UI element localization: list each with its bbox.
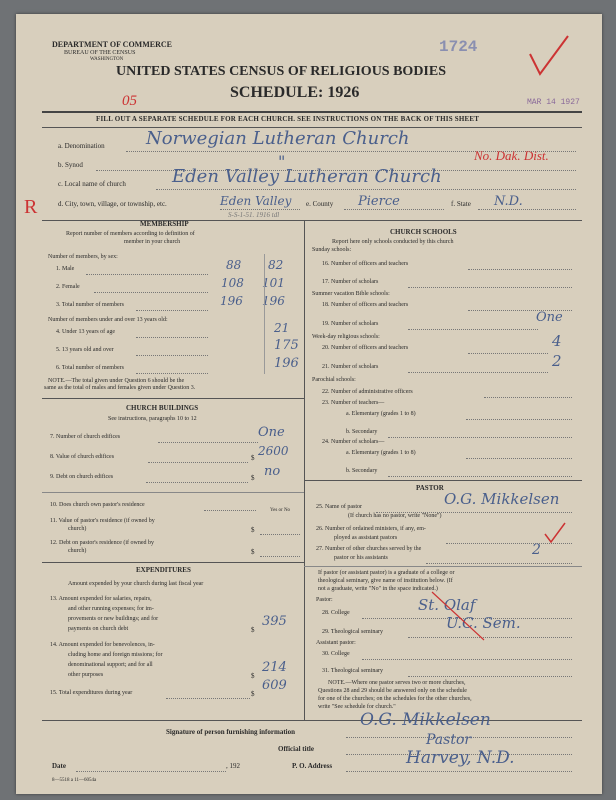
q9-value: no	[264, 464, 281, 479]
pastor-note-3: for one of the churches; on the schedules for the other churches,	[318, 696, 472, 702]
q10-yesno: Yes or No	[270, 508, 291, 513]
q7-label: 7. Number of church edifices	[50, 434, 121, 440]
q15-dollar: $	[251, 690, 255, 698]
q29-value: U.C. Sem.	[446, 614, 521, 632]
weekday-schools: Week-day religious schools:	[312, 334, 380, 340]
q11-dollar: $	[251, 526, 255, 534]
buildings-title: CHURCH BUILDINGS	[126, 404, 199, 412]
pastor-title: PASTOR	[416, 484, 444, 492]
county-value: Pierce	[358, 194, 400, 209]
q17-label: 17. Number of scholars	[322, 279, 379, 285]
q9-label: 9. Debt on church edifices	[50, 474, 114, 480]
local-name-value: Eden Valley Lutheran Church	[172, 166, 442, 187]
female-value-2: 101	[262, 276, 285, 290]
sunday-schools: Sunday schools:	[312, 247, 352, 253]
q20-label: 20. Number of officers and teachers	[322, 345, 409, 351]
q10-label: 10. Does church own pastor's residence	[50, 502, 145, 508]
form-title: UNITED STATES CENSUS OF RELIGIOUS BODIES	[116, 64, 447, 79]
state-value: N.D.	[494, 194, 523, 209]
summer-schools: Summer vacation Bible schools:	[312, 291, 390, 297]
county-label: e. County	[306, 200, 334, 208]
membership-intro-2: member in your church	[124, 239, 181, 245]
city-field-label: d. City, town, village, or township, etc.	[58, 200, 167, 208]
q25-label: 25. Name of pastor	[316, 504, 362, 510]
over-13-value: 175	[274, 338, 299, 353]
q28-value: St. Olaf	[418, 596, 476, 614]
male-value: 88	[226, 258, 242, 272]
q11-label-2: church)	[68, 526, 87, 532]
q22-label: 22. Number of administrative officers	[322, 389, 413, 395]
date-label: Date	[52, 762, 66, 770]
membership-title: MEMBERSHIP	[140, 220, 189, 228]
q13-line-3: provements or new buildings; and for	[68, 616, 159, 622]
q26-line-1: 26. Number of ordained ministers, if any, em-	[316, 526, 426, 532]
pastor-sub-label: Pastor:	[316, 597, 333, 603]
city-label: WASHINGTON	[90, 57, 124, 62]
female-value: 108	[221, 276, 244, 290]
schedule-number: 1724	[439, 38, 478, 56]
denomination-label: a. Denomination	[58, 142, 105, 150]
date-stamp: MAR 14 1927	[527, 98, 580, 107]
q14-line-1: 14. Amount expended for benevolences, in-	[50, 642, 155, 648]
q14-dollar: $	[251, 672, 255, 680]
grad-line-2: theological seminary, give name of institution below. (If	[318, 578, 453, 584]
over-13-label: 5. 13 years old and over	[56, 347, 114, 353]
checkmark-icon	[526, 30, 574, 80]
column-divider	[304, 220, 305, 720]
q23-label: 23. Number of teachers—	[322, 400, 385, 406]
q13-line-2: and other running expenses; for im-	[68, 606, 154, 612]
city-value: Eden Valley	[220, 194, 292, 208]
denomination-value: Norwegian Lutheran Church	[146, 128, 410, 149]
q27-value: 2	[532, 542, 541, 558]
q15-value: 609	[262, 678, 287, 693]
q20-value: 4	[552, 332, 562, 350]
q28-label: 28. College	[322, 610, 350, 616]
q24b-label: b. Secondary	[346, 468, 378, 474]
q27-line-2: pastor or his assistants	[334, 555, 388, 561]
q9-dollar: $	[251, 474, 255, 482]
age-label: Number of members under and over 13 years old:	[48, 317, 168, 323]
expenditures-intro: Amount expended by your church during last fiscal year	[68, 581, 204, 587]
local-name-label: c. Local name of church	[58, 180, 126, 188]
q24a-label: a. Elementary (grades 1 to 8)	[346, 450, 416, 456]
male-value-2: 82	[268, 258, 284, 272]
female-label: 2. Female	[56, 284, 80, 290]
synod-label: b. Synod	[58, 161, 83, 169]
instruction-banner: FILL OUT A SEPARATE SCHEDULE FOR EACH CHURCH. SEE INSTRUCTIONS ON THE BACK OF THIS SHEET	[96, 115, 480, 123]
q12-dollar: $	[251, 548, 255, 556]
q11-label-1: 11. Value of pastor's residence (if owned by	[50, 518, 155, 524]
q14-line-3: denominational support; and for all	[68, 662, 153, 668]
grad-line-1: If pastor (or assistant pastor) is a graduate of a college or	[318, 570, 455, 576]
q13-dollar: $	[251, 626, 255, 634]
synod-value: "	[278, 152, 286, 171]
header-rule	[42, 111, 582, 113]
census-form	[16, 14, 602, 794]
official-title-value: Pastor	[426, 732, 472, 748]
q13-line-1: 13. Amount expended for salaries, repairs,	[50, 596, 152, 602]
q12-label-1: 12. Debt on pastor's residence (if owned by	[50, 540, 155, 546]
pencil-note: S-S-1-51. 1916 tdl	[228, 211, 280, 219]
po-address-value: Harvey, N.D.	[406, 748, 515, 768]
pastor-note-1: NOTE.—Where one pastor serves two or more churches,	[328, 680, 466, 686]
q29-label: 29. Theological seminary	[322, 629, 384, 635]
q24-label: 24. Number of scholars—	[322, 439, 385, 445]
red-mark-05: 05	[122, 93, 137, 109]
q14-value: 214	[262, 660, 287, 675]
pastor-note-2: Questions 28 and 29 should be answered only on the schedule	[318, 688, 467, 694]
q8-value: 2600	[258, 444, 289, 458]
total-6-label: 6. Total number of members	[56, 365, 124, 371]
members-by-sex: Number of members, by sex:	[48, 254, 118, 260]
red-strike-icon	[428, 588, 488, 644]
synod-red-note: No. Dak. Dist.	[474, 148, 549, 163]
membership-note-1: NOTE.—The total given under Question 6 should be the	[48, 378, 185, 384]
total-6-value: 196	[274, 356, 299, 371]
q15-label: 15. Total expenditures during year	[50, 690, 133, 696]
q25-note: (If church has no pastor, write "None")	[348, 513, 442, 519]
year-label: , 192	[226, 762, 240, 770]
q26-line-2: ployed as assistant pastors	[334, 535, 398, 541]
q27-line-1: 27. Number of other churches served by the	[316, 546, 422, 552]
bureau-label: BUREAU OF THE CENSUS	[64, 50, 136, 56]
print-code: 8—5518 a 11—6054a	[52, 778, 97, 783]
male-label: 1. Male	[56, 266, 75, 272]
form-schedule: SCHEDULE: 1926	[230, 84, 360, 101]
asst-pastor-label: Assistant pastor:	[316, 640, 356, 646]
q14-line-4: other purposes	[68, 672, 104, 678]
q13-line-4: payments on church debt	[68, 626, 129, 632]
q19-label: 19. Number of scholars	[322, 321, 379, 327]
signature-value: O.G. Mikkelsen	[360, 710, 491, 730]
grad-line-3: not a graduate, write "No" in the space indicated.)	[318, 586, 438, 592]
q14-line-2: cluding home and foreign missions; for	[68, 652, 163, 658]
state-label: f. State	[451, 200, 471, 208]
q16-label: 16. Number of officers and teachers	[322, 261, 409, 267]
membership-intro-1: Report number of members according to definition of	[66, 231, 195, 237]
dept-label: DEPARTMENT OF COMMERCE	[52, 40, 173, 49]
under-13-label: 4. Under 13 years of age	[56, 329, 115, 335]
red-mark-r: R	[24, 196, 38, 218]
signature-label: Signature of person furnishing information	[166, 728, 295, 736]
q23a-label: a. Elementary (grades 1 to 8)	[346, 411, 416, 417]
q31-label: 31. Theological seminary	[322, 668, 384, 674]
q21-value: 2	[552, 352, 562, 370]
red-check-icon	[542, 520, 568, 546]
parochial-schools: Parochial schools:	[312, 377, 356, 383]
schools-title: CHURCH SCHOOLS	[390, 228, 457, 236]
q19-value: One	[536, 310, 563, 325]
official-title-label: Official title	[278, 745, 314, 753]
q12-label-2: church)	[68, 548, 87, 554]
q18-label: 18. Number of officers and teachers	[322, 302, 409, 308]
total-label: 3. Total number of members	[56, 302, 124, 308]
expenditures-title: EXPENDITURES	[136, 566, 191, 574]
buildings-instr: See instructions, paragraphs 10 to 12	[108, 416, 197, 422]
schools-intro: Report here only schools conducted by this church	[332, 239, 454, 245]
total-value-2: 196	[262, 294, 285, 308]
q23b-label: b. Secondary	[346, 429, 378, 435]
po-address-label: P. O. Address	[292, 762, 333, 770]
q25-value: O.G. Mikkelsen	[444, 490, 560, 508]
q21-label: 21. Number of scholars	[322, 364, 379, 370]
q7-value: One	[258, 425, 285, 440]
q13-value: 395	[262, 614, 287, 629]
under-13-value: 21	[274, 321, 290, 335]
pastor-note-4: write "See schedule for church."	[318, 704, 396, 710]
q8-label: 8. Value of church edifices	[50, 454, 115, 460]
membership-note-2: same as the total of males and females given under Question 3.	[44, 385, 196, 391]
q8-dollar: $	[251, 454, 255, 462]
q30-label: 30. College	[322, 651, 350, 657]
total-value: 196	[220, 294, 243, 308]
